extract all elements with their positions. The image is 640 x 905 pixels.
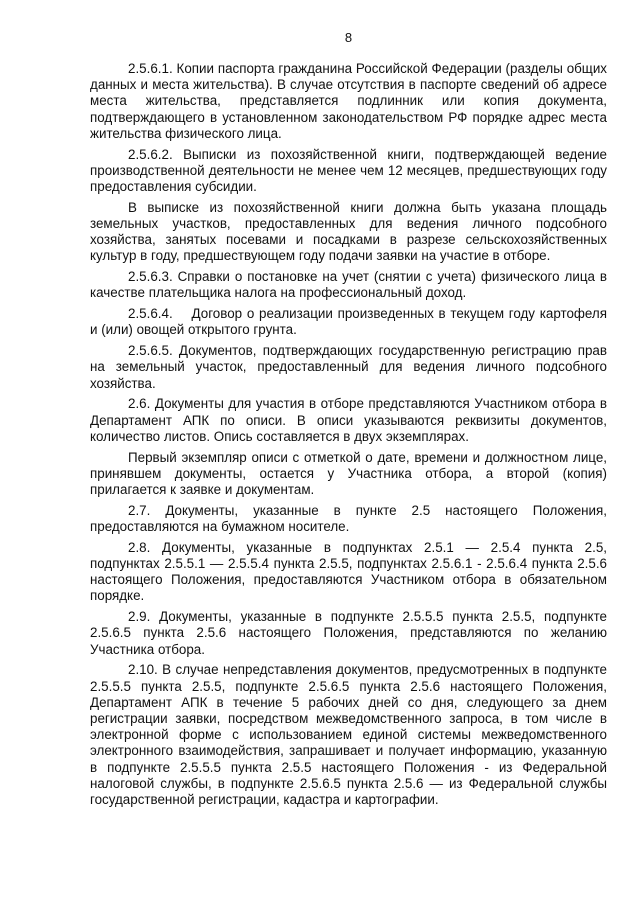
- page-number: 8: [344, 30, 353, 45]
- paragraph-2-5-6-5: 2.5.6.5. Документов, подтверждающих государственную регистрацию прав на земельный участок, предоставленный для ведения личного подсобного хозяйства.: [90, 343, 607, 391]
- paragraph-2-5-6-3: 2.5.6.3. Справки о постановке на учет (снятии с учета) физического лица в качестве плательщика налога на профессиональный доход.: [90, 269, 607, 301]
- paragraph-inventory-copies: Первый экземпляр описи с отметкой о дате, времени и должностном лице, принявшем документы, остается у Участника отбора, а второй (копия) прилагается к заявке и документам.: [90, 449, 607, 498]
- paragraph-2-5-6-4: 2.5.6.4. Договор о реализации произведенных в текущем году картофеля и (или) овощей открытого грунта.: [90, 306, 611, 338]
- paragraph-household-book-extract: В выписке из похозяйственной книги должна быть указана площадь земельных участков, предоставленных для ведения личного подсобного хозяйства, занятых посевами и посадками в разрезе сельскохозяйственных культур в году, предшествующем году подачи заявки на участие в отборе.: [90, 199, 607, 264]
- paragraph-2-6: 2.6. Документы для участия в отборе представляются Участником отбора в Департамент АПК по описи. В описи указываются реквизиты документов, количество листов. Опись составляется в двух экземплярах.: [90, 396, 607, 444]
- paragraph-2-8: 2.8. Документы, указанные в подпунктах 2.5.1 — 2.5.4 пункта 2.5, подпунктах 2.5.5.1 — 2.5.5.4 пункта 2.5.5, подпунктах 2.5.6.1 - 2.5.6.4 пункта 2.5.6 настоящего Положения, предоставляются Участником отбора в обязательном порядке.: [90, 539, 607, 604]
- paragraph-2-5-6-1: 2.5.6.1. Копии паспорта гражданина Российской Федерации (разделы общих данных и места жительства). В случае отсутствия в паспорте сведений об адресе места жительства, представляется подлинник или копия документа, подтверждающего в установленном законодательством РФ порядке адрес места жительства физического лица.: [90, 61, 607, 141]
- paragraph-2-5-6-2: 2.5.6.2. Выписки из похозяйственной книги, подтверждающей ведение производственной деятельности не менее чем 12 месяцев, предшествующих году предоставления субсидии.: [90, 146, 607, 195]
- paragraph-2-7: 2.7. Документы, указанные в пункте 2.5 настоящего Положения, предоставляются на бумажном носителе.: [90, 502, 607, 535]
- paragraph-2-9: 2.9. Документы, указанные в подпункте 2.5.5.5 пункта 2.5.5, подпункте 2.5.6.5 пункта 2.5.6 настоящего Положения, представляются по желанию Участника отбора.: [90, 609, 607, 657]
- paragraph-2-10: 2.10. В случае непредставления документов, предусмотренных в подпункте 2.5.5.5 пункта 2.5.5, подпункте 2.5.6.5 пункта 2.5.6 настоящего Положения, Департамент АПК в течение 5 рабочих дней со дня, следующего за днем регистрации заявки, посредством межведомственного запроса, в том числе в электронной форме с использованием единой системы межведомственного электронного взаимодействия, запрашивает и получает информацию, указанную в подпункте 2.5.5.5 пункта 2.5.5 настоящего Положения - из Федеральной налоговой службы, в подпункте 2.5.6.5 пункта 2.5.6 — из Федеральной службы государственной регистрации, кадастра и картографии.: [90, 662, 607, 808]
